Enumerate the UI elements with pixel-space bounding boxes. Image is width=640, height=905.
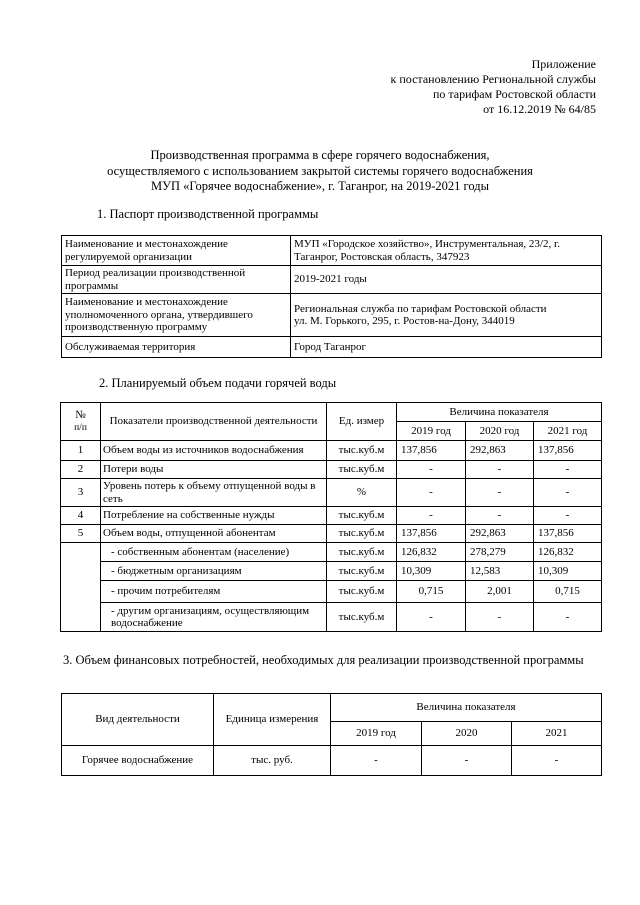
row-unit: тыс.куб.м [327, 581, 397, 603]
passport-label: Наименование и местонахождение регулируемой организации [62, 236, 291, 266]
table-row [61, 581, 602, 603]
header-num [61, 403, 101, 441]
row-unit: тыс.куб.м [327, 461, 397, 479]
row-unit: тыс.куб.м [327, 603, 397, 632]
passport-value [291, 294, 602, 337]
row-value: - [466, 507, 534, 525]
row-value: - [397, 461, 466, 479]
row-value: - [422, 746, 512, 776]
table-row [61, 562, 602, 581]
row-unit: тыс. руб. [214, 746, 331, 776]
row-value: 10,309 [397, 562, 466, 581]
header-indicator: Показатели производственной деятельности [101, 403, 327, 441]
section3-heading: 3. Объем финансовых потребностей, необходимых для реализации производственной программы [63, 653, 584, 667]
row-indicator: Потребление на собственные нужды [101, 507, 327, 525]
table-row [62, 337, 602, 358]
row-value: - [397, 507, 466, 525]
row-value: 0,715 [534, 581, 602, 603]
passport-label: Наименование и местонахождение уполномоченного органа, утвердившего производственную программу [62, 294, 291, 337]
row-value: 137,856 [397, 525, 466, 543]
passport-value-line: Региональная служба по тарифам Ростовской области [294, 302, 547, 315]
appendix-line: к постановлению Региональной службы [390, 72, 596, 86]
row-value: - [534, 461, 602, 479]
appendix-block [391, 57, 596, 117]
row-unit: тыс.куб.м [327, 441, 397, 461]
row-value: 292,863 [466, 441, 534, 461]
table-row [62, 746, 602, 776]
title-line: МУП «Горячее водоснабжение», г. Таганрог, на 2019-2021 годы [151, 179, 489, 193]
section2-heading: 2. Планируемый объем подачи горячей воды [99, 376, 337, 390]
row-value: 137,856 [534, 525, 602, 543]
finance-table [61, 693, 602, 776]
row-unit: % [327, 479, 397, 507]
section1-heading: 1. Паспорт производственной программы [97, 207, 319, 221]
passport-value: 2019-2021 годы [291, 266, 602, 294]
row-value: - [466, 479, 534, 507]
row-indicator: - другим организациям, осуществляющим водоснабжение [101, 603, 327, 632]
row-value: 137,856 [397, 441, 466, 461]
table-row [61, 461, 602, 479]
document-title [40, 148, 600, 195]
header-activity: Вид деятельности [62, 694, 214, 746]
table-row [61, 479, 602, 507]
header-year: 2019 год [331, 722, 422, 746]
header-year: 2020 год [466, 422, 534, 441]
row-value: - [512, 746, 602, 776]
title-line: Производственная программа в сфере горячего водоснабжения, [150, 148, 490, 162]
row-indicator: Потери воды [101, 461, 327, 479]
table-header-row [61, 403, 602, 422]
row-num: 1 [61, 441, 101, 461]
passport-label: Период реализации производственной программы [62, 266, 291, 294]
row-value: 292,863 [466, 525, 534, 543]
header-num-sub: п/п [74, 422, 87, 433]
row-value: 12,583 [466, 562, 534, 581]
passport-label: Обслуживаемая территория [62, 337, 291, 358]
row-value: - [466, 461, 534, 479]
row-indicator: Объем воды из источников водоснабжения [101, 441, 327, 461]
table-row [61, 603, 602, 632]
title-line: осуществляемого с использованием закрытой системы горячего водоснабжения [107, 163, 533, 178]
table-row [62, 236, 602, 266]
row-value: - [466, 603, 534, 632]
row-num: 5 [61, 525, 101, 543]
table-row [62, 266, 602, 294]
row-num-empty [61, 543, 101, 632]
row-value: - [534, 479, 602, 507]
appendix-line: Приложение [531, 57, 596, 71]
row-value: 126,832 [397, 543, 466, 562]
passport-value-line: ул. М. Горького, 295, г. Ростов-на-Дону, 344019 [294, 315, 515, 327]
water-volume-table [60, 402, 602, 632]
header-year: 2020 [422, 722, 512, 746]
row-value: - [534, 507, 602, 525]
header-unit: Ед. измер [327, 403, 397, 441]
passport-table [61, 235, 602, 358]
table-row [61, 441, 602, 461]
row-value: 137,856 [534, 441, 602, 461]
table-row [61, 525, 602, 543]
row-value: 10,309 [534, 562, 602, 581]
row-value: - [397, 603, 466, 632]
row-value: 278,279 [466, 543, 534, 562]
row-value: - [534, 603, 602, 632]
row-unit: тыс.куб.м [327, 543, 397, 562]
header-year: 2021 год [534, 422, 602, 441]
passport-value: МУП «Городское хозяйство», Инструментальная, 23/2, г. Таганрог, Ростовская область, 347923 [291, 236, 602, 266]
header-value: Величина показателя [331, 694, 602, 722]
row-activity: Горячее водоснабжение [62, 746, 214, 776]
appendix-date: от 16.12.2019 № 64/85 [483, 102, 596, 116]
row-num: 4 [61, 507, 101, 525]
header-year: 2019 год [397, 422, 466, 441]
header-year: 2021 [512, 722, 602, 746]
table-header-row [62, 694, 602, 722]
row-value: 0,715 [397, 581, 466, 603]
row-indicator: - бюджетным организациям [101, 562, 327, 581]
row-value: 2,001 [466, 581, 534, 603]
table-row [61, 543, 602, 562]
passport-value: Город Таганрог [291, 337, 602, 358]
row-value: - [397, 479, 466, 507]
row-indicator: Уровень потерь к объему отпущенной воды в сеть [101, 479, 327, 507]
row-unit: тыс.куб.м [327, 507, 397, 525]
header-num-label: № [75, 409, 86, 421]
header-value: Величина показателя [397, 403, 602, 422]
table-row [62, 294, 602, 337]
row-indicator: - прочим потребителям [101, 581, 327, 603]
row-unit: тыс.куб.м [327, 525, 397, 543]
table-row [61, 507, 602, 525]
row-num: 2 [61, 461, 101, 479]
row-indicator: Объем воды, отпущенной абонентам [101, 525, 327, 543]
row-num: 3 [61, 479, 101, 507]
row-value: - [331, 746, 422, 776]
row-indicator: - собственным абонентам (население) [101, 543, 327, 562]
appendix-line: по тарифам Ростовской области [432, 87, 596, 101]
row-unit: тыс.куб.м [327, 562, 397, 581]
header-unit: Единица измерения [214, 694, 331, 746]
row-value: 126,832 [534, 543, 602, 562]
